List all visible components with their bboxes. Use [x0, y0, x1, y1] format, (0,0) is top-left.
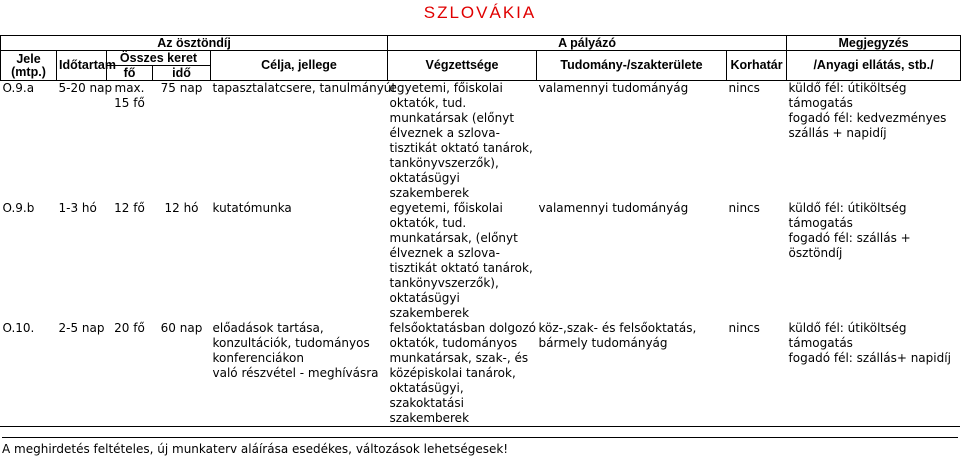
cell-line: tisztikát oktató tanárok, [389, 261, 533, 275]
cell-education [388, 201, 537, 321]
header-education: Végzettsége [388, 51, 537, 81]
cell-material [787, 201, 961, 321]
cell-age: nincs [728, 201, 760, 215]
header-applicant-group: A pályázó [388, 36, 787, 51]
cell-line: tisztikát oktató tanárok, [389, 141, 533, 155]
cell-line: 15 fő [114, 96, 145, 110]
cell-line: ösztöndíj [788, 246, 843, 260]
header-duration: Időtartam [57, 51, 107, 81]
cell-line: egyetemi, főiskolai [389, 81, 503, 95]
cell-line: oktatásügyi [389, 291, 460, 305]
cell-material [787, 321, 961, 437]
cell-duration: 1-3 hó [58, 201, 97, 215]
cell-line: támogatás [788, 216, 853, 230]
header-total-people: fő [107, 66, 153, 81]
cell-line: oktatásügyi [389, 171, 460, 185]
cell-line: munkatársak, szak-, és [389, 351, 529, 365]
cell-field [537, 201, 727, 321]
cell-duration: 2-5 nap [58, 321, 105, 335]
cell-line: fogadó fél: szállás+ napidíj [788, 351, 951, 365]
header-total-time: idő [153, 66, 211, 81]
cell-line: támogatás [788, 336, 853, 350]
cell-line: szakemberek [389, 411, 470, 425]
cell-line: tankönyvszerzők), [389, 156, 499, 170]
cell-line: küldő fél: útiköltség [788, 81, 907, 95]
cell-line: fogadó fél: szállás + [788, 231, 911, 245]
cell-line: középiskolai tanárok, [389, 366, 516, 380]
cell-line: élveznek a szlova- [389, 126, 500, 140]
cell-line: valamennyi tudományág [538, 201, 689, 215]
header-field: Tudomány-/szakterülete [537, 51, 727, 81]
header-material: /Anyagi ellátás, stb./ [787, 51, 961, 81]
header-age-limit: Korhatár [727, 51, 787, 81]
cell-material [787, 81, 961, 202]
cell-time: 75 nap [160, 81, 203, 95]
cell-line: szakemberek [389, 186, 470, 200]
header-notes-group: Megjegyzés [787, 36, 961, 51]
cell-line: szállás + napidíj [788, 126, 887, 140]
cell-line: felsőoktatásban dolgozó [389, 321, 536, 335]
cell-time: 60 nap [160, 321, 203, 335]
cell-age: nincs [728, 321, 760, 335]
cell-time: 12 hó [164, 201, 199, 215]
cell-line: munkatársak, (előnyt [389, 231, 518, 245]
cell-line: oktatók, tudományos [389, 336, 518, 350]
cell-id: O.10. [2, 321, 35, 335]
cell-purpose [211, 201, 388, 321]
cell-purpose [211, 321, 388, 437]
cell-line: konzultációk, tudományos [212, 336, 370, 350]
cell-line: kutatómunka [212, 201, 292, 215]
cell-line: tankönyvszerzők), [389, 276, 499, 290]
scholarship-table [0, 35, 961, 437]
table-row [1, 201, 961, 321]
cell-line: oktatók, tud. [389, 96, 467, 110]
cell-line: fogadó fél: kedvezményes [788, 111, 947, 125]
cell-line: támogatás [788, 96, 853, 110]
cell-line: való részvétel - meghívásra [212, 366, 379, 380]
cell-line: tapasztalatcsere, tanulmányút [212, 81, 397, 95]
cell-age: nincs [728, 81, 760, 95]
cell-line: élveznek a szlova- [389, 246, 500, 260]
cell-line: 20 fő [114, 321, 145, 335]
cell-field [537, 81, 727, 202]
cell-line: szakoktatási [389, 396, 464, 410]
cell-line: szakemberek [389, 306, 470, 320]
cell-line: konferenciákon [212, 351, 304, 365]
table-row [1, 81, 961, 202]
cell-line: bármely tudományág [538, 336, 668, 350]
cell-line: küldő fél: útiköltség [788, 201, 907, 215]
cell-line: egyetemi, főiskolai [389, 201, 503, 215]
table-row [1, 321, 961, 437]
page-title: SZLOVÁKIA [423, 3, 537, 22]
cell-line: oktatók, tud. [389, 216, 467, 230]
cell-people [107, 201, 153, 321]
cell-line: valamennyi tudományág [538, 81, 689, 95]
cell-line: köz-,szak- és felsőoktatás, [538, 321, 697, 335]
cell-purpose [211, 81, 397, 202]
cell-people [107, 81, 153, 202]
cell-education [388, 321, 537, 437]
footer-divider [0, 426, 960, 427]
cell-line: 12 fő [114, 201, 145, 215]
cell-people [107, 321, 153, 437]
footnote: A meghirdetés feltételes, új munkaterv aláírása esedékes, változások lehetségesek! [2, 437, 958, 456]
cell-line: előadások tartása, [212, 321, 324, 335]
cell-line: max. [114, 81, 145, 95]
cell-line: oktatásügyi, [389, 381, 464, 395]
cell-id: O.9.a [2, 81, 35, 95]
header-total: Összes keret [107, 51, 211, 66]
cell-line: munkatársak (előnyt [389, 111, 515, 125]
header-id: Jele (mtp.) [1, 51, 57, 81]
cell-line: küldő fél: útiköltség [788, 321, 907, 335]
header-purpose: Célja, jellege [211, 51, 388, 81]
header-scholarship-group: Az ösztöndíj [1, 36, 388, 51]
cell-duration: 5-20 nap [58, 81, 113, 95]
cell-education [388, 81, 537, 202]
cell-field [537, 321, 727, 437]
cell-id: O.9.b [2, 201, 35, 215]
